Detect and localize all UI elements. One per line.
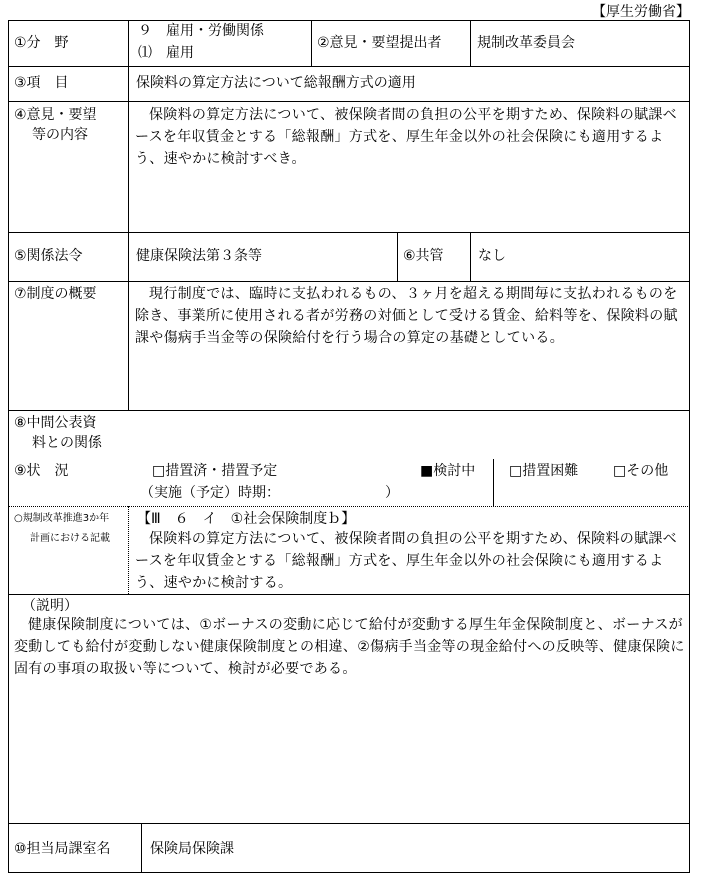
plan-reference: 【Ⅲ ６ イ ①社会保険制度ｂ】 (137, 511, 356, 527)
item-value: 保険料の算定方法について総報酬方式の適用 (136, 75, 416, 91)
status-option-done: □措置済・措置予定 (152, 463, 278, 479)
joint-value: なし (478, 248, 506, 264)
dept-value: 保険局保険課 (150, 841, 234, 857)
submitter-label: ②意見・要望提出者 (317, 35, 442, 51)
opinion-label: ④意見・要望 (14, 107, 97, 123)
system-label: ⑦制度の概要 (14, 286, 97, 302)
field-subcategory: ⑴ 雇用 (138, 45, 194, 61)
joint-label: ⑥共管 (403, 248, 444, 264)
plan-label: ○規制改革推進3か年 (14, 513, 110, 524)
status-timing: （実施（予定）時期： ） (140, 485, 399, 501)
law-label: ⑤関係法令 (14, 248, 83, 264)
plan-label-cont: 計画における記載 (30, 533, 110, 544)
interim-label: ⑧中間公表資 (14, 415, 97, 431)
field-label: ①分 野 (14, 35, 69, 51)
system-text: 現行制度では、臨時に支払われるもの、３ヶ月を超える期間毎に支払われるものを除き、事業所に使用される者が労務の対価として受ける賃金、給料等を、保険料の賦課や傷病手当金等の保険給付を行う場合の算定の基礎としている。 (135, 286, 678, 346)
status-option-review: ■検討中 (420, 463, 476, 479)
field-category: ９ 雇用・労働関係 (138, 23, 264, 39)
status-label: ⑨状 況 (14, 463, 69, 479)
opinion-text: 保険料の算定方法について、被保険者間の負担の公平を期すため、保険料の賦課ベースを年収賃金とする「総報酬」方式を、厚生年金以外の社会保険にも適用するよう、速やかに検討すべき。 (135, 107, 677, 167)
submitter-value: 規制改革委員会 (477, 35, 575, 51)
item-label: ③項 目 (14, 75, 69, 91)
explanation-label: （説明） (22, 598, 78, 614)
interim-label-cont: 料との関係 (32, 435, 102, 451)
status-option-other: □その他 (613, 463, 669, 479)
law-value: 健康保険法第３条等 (136, 248, 262, 264)
status-option-difficult: □措置困難 (509, 463, 579, 479)
plan-text: 保険料の算定方法について、被保険者間の負担の公平を期すため、保険料の賦課ベースを年収賃金とする「総報酬」方式を、厚生年金以外の社会保険にも適用するよう、速やかに検討する。 (135, 531, 677, 591)
ministry-label: 【厚生労働省】 (592, 4, 690, 20)
opinion-label-cont: 等の内容 (32, 127, 88, 143)
dept-label: ⑩担当局課室名 (14, 841, 111, 857)
explanation-text: 健康保険制度については、①ボーナスの変動に応じて給付が変動する厚生年金保険制度と、ボーナスが変動しても給付が変動しない健康保険制度との相違、②傷病手当金等の現金給付への反映等、健康保険に固有の事項の取扱い等について、検討が必要である。 (14, 617, 685, 677)
